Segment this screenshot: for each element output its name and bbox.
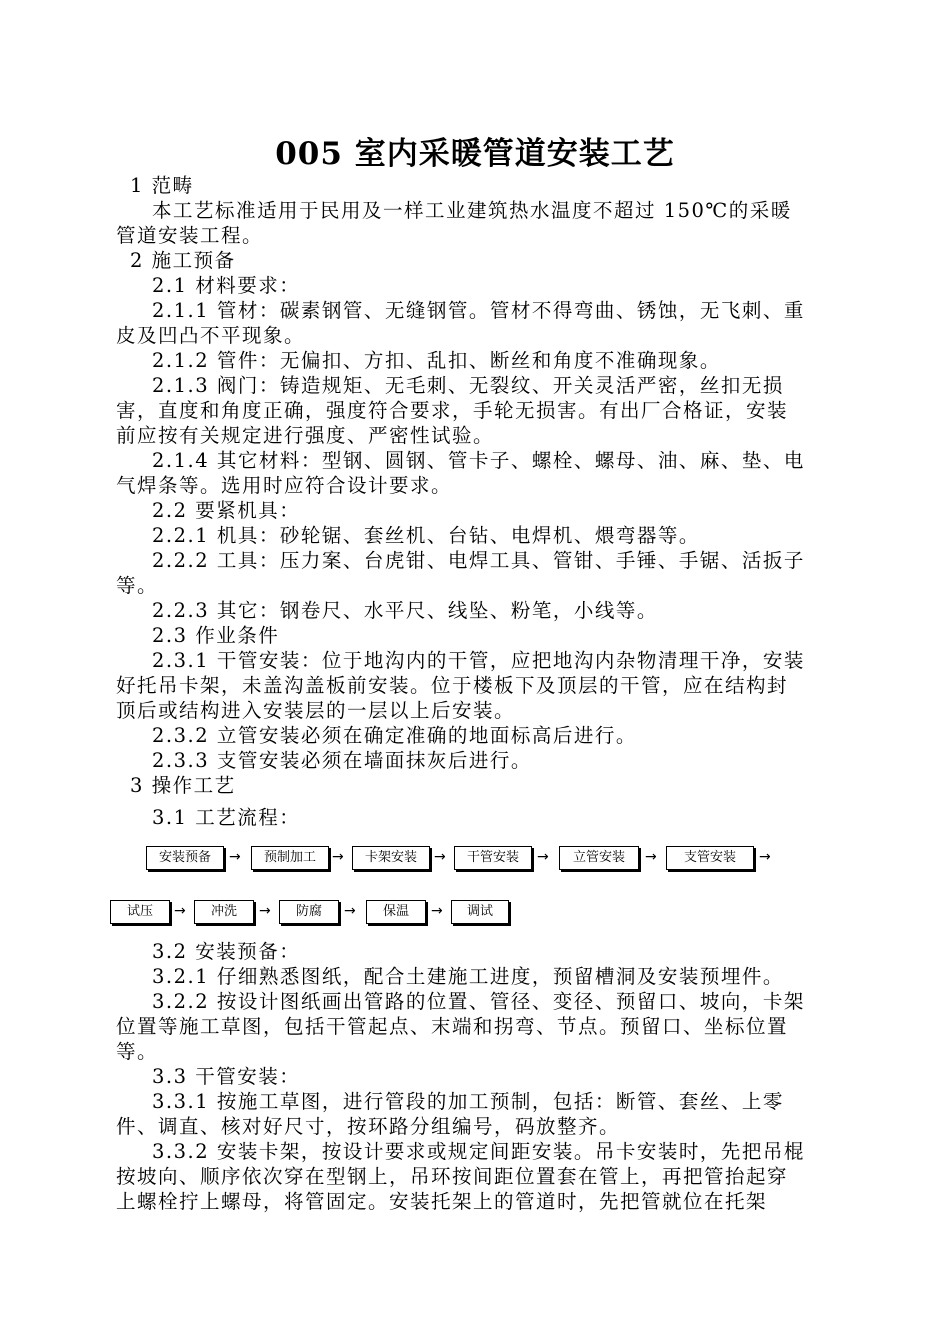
paragraph-line: 2.2.2 工具：压力案、台虎钳、电焊工具、管钳、手锤、手锯、活扳子 [152,549,805,572]
paragraph-line: 管道安装工程。 [116,224,264,247]
flow-step-3: 卡架安装 [352,846,430,870]
paragraph-line: 害，直度和角度正确，强度符合要求，手轮无损害。有出厂合格证，安装 [116,399,789,422]
paragraph-line: 2.3.2 立管安装必须在确定准确的地面标高后进行。 [152,724,637,747]
flow-step-1: 安装预备 [146,846,224,870]
arrow-icon: → [344,903,356,919]
arrow-icon: → [537,849,549,865]
paragraph-line: 2.1.3 阀门：铸造规矩、无毛刺、无裂纹、开关灵活严密，丝扣无损 [152,374,784,397]
section-heading-2: 2 施工预备 [130,249,236,272]
flow-step-6: 支管安装 [666,846,754,870]
subsection-heading: 3.3 干管安装： [152,1065,301,1088]
arrow-icon: → [434,849,446,865]
paragraph-line: 气焊条等。选用时应符合设计要求。 [116,474,453,497]
paragraph-line: 按坡向、顺序依次穿在型钢上，吊环按间距位置套在管上，再把管抬起穿 [116,1165,789,1188]
paragraph-line: 顶后或结构进入安装层的一层以上后安装。 [116,699,516,722]
paragraph-line: 3.3.2 安装卡架，按设计要求或规定间距安装。吊卡安装时，先把吊棍 [152,1140,805,1163]
subsection-heading: 3.1 工艺流程： [152,806,301,829]
paragraph-line: 2.2.1 机具：砂轮锯、套丝机、台钻、电焊机、煨弯器等。 [152,524,700,547]
arrow-icon: → [431,903,443,919]
paragraph-line: 3.2.1 仔细熟悉图纸，配合土建施工进度，预留槽洞及安装预埋件。 [152,965,784,988]
paragraph-line: 2.3.3 支管安装必须在墙面抹灰后进行。 [152,749,532,772]
subsection-heading: 2.1 材料要求： [152,274,301,297]
paragraph-line: 本工艺标准适用于民用及一样工业建筑热水温度不超过 150℃的采暖 [152,199,792,222]
flow-step-9: 防腐 [279,900,339,924]
paragraph-line: 皮及凹凸不平现象。 [116,324,306,347]
paragraph-line: 等。 [116,574,159,597]
arrow-icon: → [332,849,344,865]
flow-step-4: 干管安装 [454,846,532,870]
paragraph-line: 等。 [116,1040,159,1063]
paragraph-line: 好托吊卡架，未盖沟盖板前安装。位于楼板下及顶层的干管，应在结构封 [116,674,789,697]
arrow-icon: → [174,903,186,919]
arrow-icon: → [645,849,657,865]
paragraph-line: 2.3.1 干管安装：位于地沟内的干管，应把地沟内杂物清理干净，安装 [152,649,805,672]
paragraph-line: 2.1.1 管材：碳素钢管、无缝钢管。管材不得弯曲、锈蚀，无飞刺、重 [152,299,805,322]
arrow-icon: → [229,849,241,865]
paragraph-line: 上螺栓拧上螺母，将管固定。安装托架上的管道时，先把管就位在托架 [116,1190,768,1213]
paragraph-line: 位置等施工草图，包括干管起点、末端和拐弯、节点。预留口、坐标位置 [116,1015,789,1038]
flow-step-10: 保温 [366,900,426,924]
paragraph-line: 2.1.4 其它材料：型钢、圆钢、管卡子、螺栓、螺母、油、麻、垫、电 [152,449,805,472]
section-heading-1: 1 范畴 [130,174,194,197]
paragraph-line: 件、调直、核对好尺寸，按环路分组编号，码放整齐。 [116,1115,621,1138]
subsection-heading: 2.2 要紧机具： [152,499,301,522]
flow-step-7: 试压 [110,900,170,924]
flow-step-2: 预制加工 [251,846,329,870]
arrow-icon: → [259,903,271,919]
paragraph-line: 3.3.1 按施工草图，进行管段的加工预制，包括：断管、套丝、上零 [152,1090,784,1113]
flow-step-5: 立管安装 [559,846,639,870]
section-heading-3: 3 操作工艺 [130,774,236,797]
subsection-heading: 3.2 安装预备： [152,940,301,963]
paragraph-line: 2.2.3 其它：钢卷尺、水平尺、线坠、粉笔，小线等。 [152,599,658,622]
flow-step-8: 冲洗 [194,900,254,924]
subsection-heading: 2.3 作业条件 [152,624,280,647]
arrow-icon: → [759,849,771,865]
page-title: 005 室内采暖管道安装工艺 [275,136,675,172]
paragraph-line: 2.1.2 管件：无偏扣、方扣、乱扣、断丝和角度不准确现象。 [152,349,721,372]
paragraph-line: 3.2.2 按设计图纸画出管路的位置、管径、变径、预留口、坡向，卡架 [152,990,805,1013]
flow-step-11: 调试 [451,900,509,924]
paragraph-line: 前应按有关规定进行强度、严密性试验。 [116,424,495,447]
